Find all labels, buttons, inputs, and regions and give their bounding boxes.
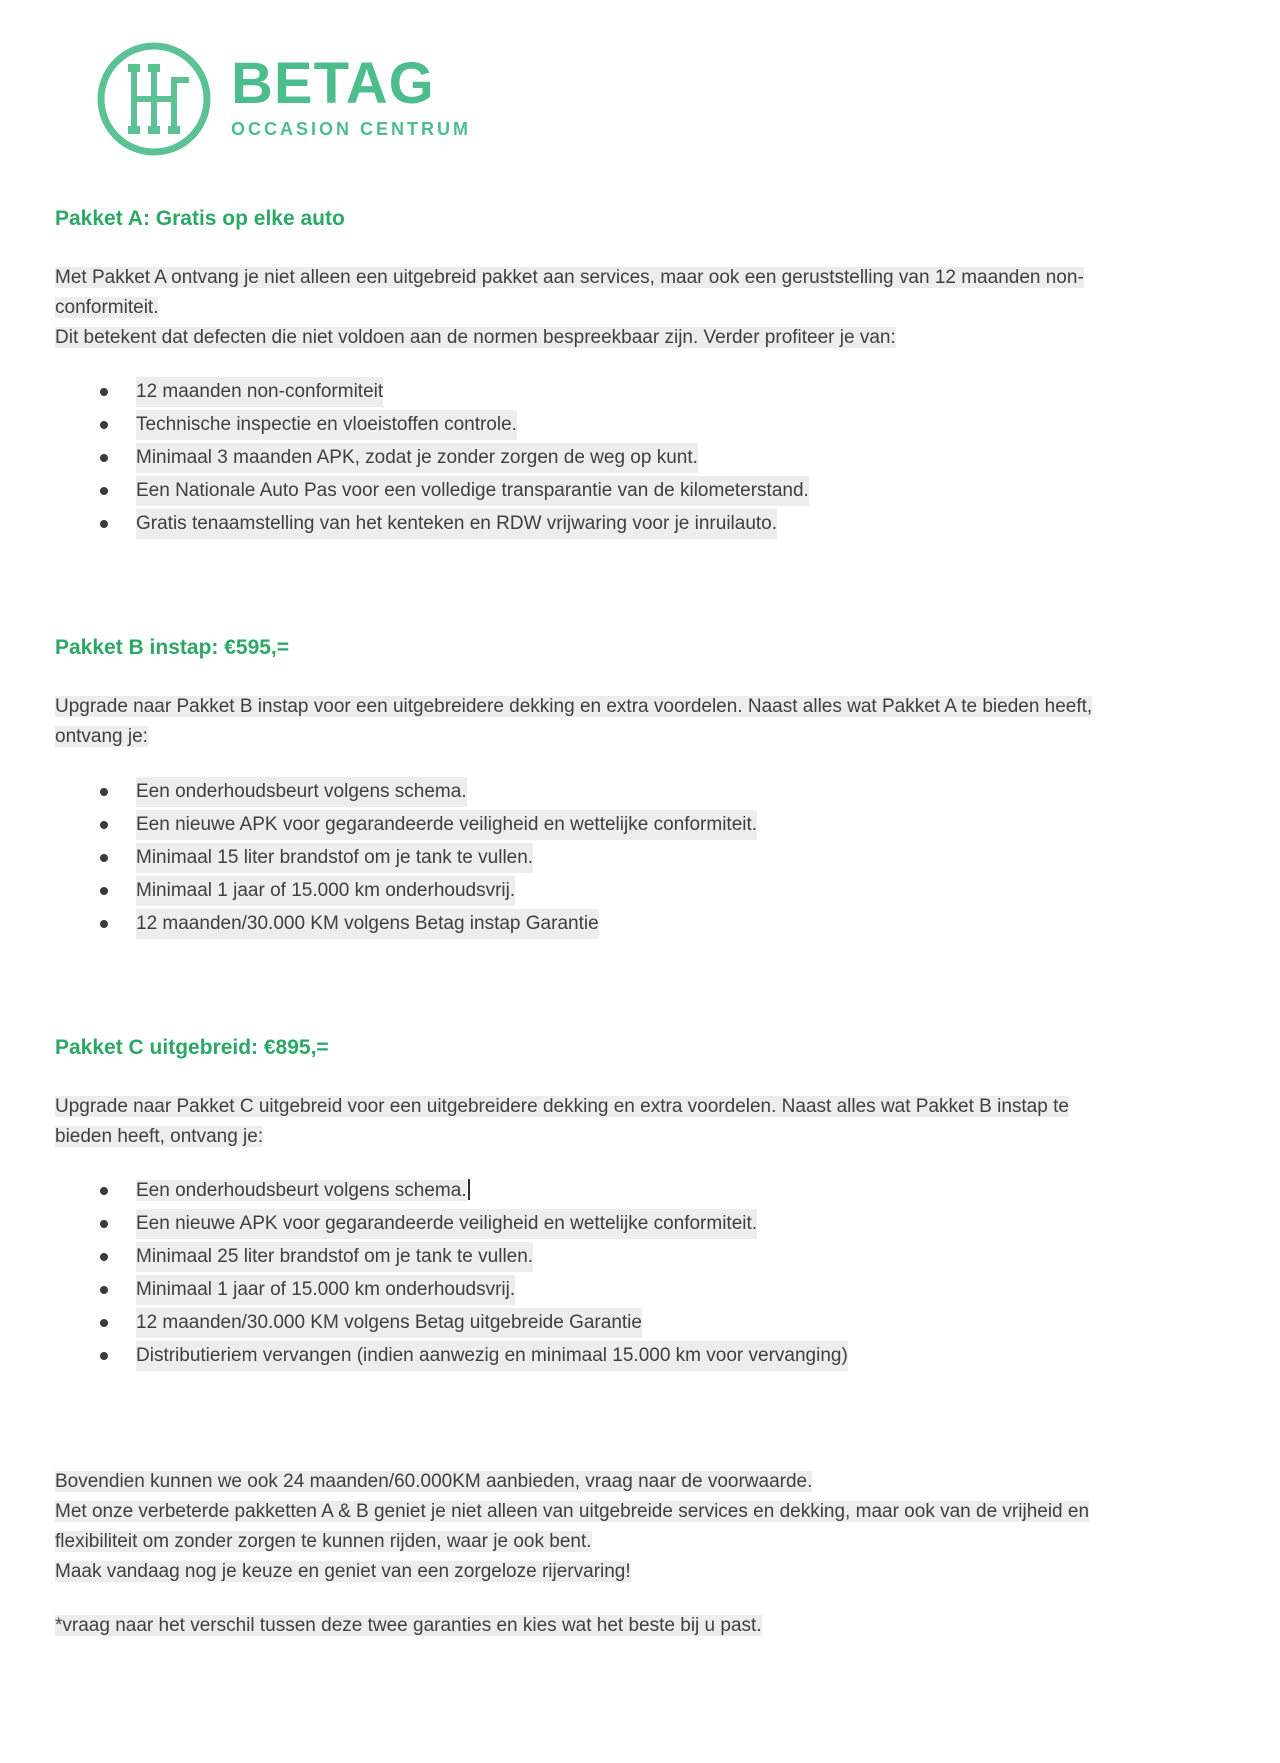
bullet-dot — [100, 887, 108, 895]
pakket-c-heading[interactable]: Pakket C uitgebreid: €895,= — [55, 1035, 329, 1059]
bullet-dot — [100, 454, 108, 462]
bullet-item[interactable]: Minimaal 1 jaar of 15.000 km onderhoudsvrij. — [100, 876, 1090, 906]
footnote[interactable]: *vraag naar het verschil tussen deze twee garanties en kies wat het beste bij u past. — [55, 1614, 762, 1636]
pakket-c-bullet-list — [100, 1176, 1090, 1371]
bullet-dot — [100, 821, 108, 829]
pakket-a-heading[interactable]: Pakket A: Gratis op elke auto — [55, 207, 345, 230]
bullet-item[interactable]: Een onderhoudsbeurt volgens schema. — [100, 1176, 1090, 1206]
pakket-b-bullet-list — [100, 777, 1090, 939]
bullet-item[interactable]: Een onderhoudsbeurt volgens schema. — [100, 777, 1090, 807]
bullet-item[interactable]: Gratis tenaamstelling van het kenteken en RDW vrijwaring voor je inruilauto. — [100, 509, 1090, 539]
paragraph[interactable]: Bovendien kunnen we ook 24 maanden/60.000KM aanbieden, vraag naar de voorwaarde. — [55, 1470, 813, 1492]
bullet-item[interactable]: 12 maanden/30.000 KM volgens Betag instap Garantie — [100, 909, 1090, 939]
bullet-dot — [100, 1187, 108, 1195]
pakket-a-bullet-list — [100, 377, 1090, 539]
bullet-item[interactable]: Minimaal 3 maanden APK, zodat je zonder zorgen de weg op kunt. — [100, 443, 1090, 473]
logo-wordmark — [231, 50, 471, 143]
bullet-dot — [100, 1253, 108, 1261]
bullet-dot — [100, 1286, 108, 1294]
bullet-dot — [100, 854, 108, 862]
bullet-dot — [100, 1220, 108, 1228]
paragraph[interactable]: Upgrade naar Pakket C uitgebreid voor een uitgebreidere dekking en extra voordelen. Naast alles wat Pakket B instap te bieden heeft, ontvang je: — [55, 1095, 1069, 1147]
paragraph[interactable]: Met onze verbeterde pakketten A & B geniet je niet alleen van uitgebreide services en dekking, maar ook van de vrijheid en flexibiliteit om zonder zorgen te kunnen rijden, waar je ook bent. — [55, 1500, 1090, 1552]
paragraph[interactable]: Met Pakket A ontvang je niet alleen een uitgebreid pakket aan services, maar ook een geruststelling van 12 maanden non-conformiteit. — [55, 267, 1084, 319]
bullet-item[interactable]: Een nieuwe APK voor gegarandeerde veiligheid en wettelijke conformiteit. — [100, 1209, 1090, 1239]
brand-name: BETAG — [231, 50, 435, 116]
pakket-c-intro — [55, 1092, 1220, 1152]
bullet-item[interactable]: Een nieuwe APK voor gegarandeerde veiligheid en wettelijke conformiteit. — [100, 810, 1090, 840]
bullet-dot — [100, 1352, 108, 1360]
bullet-item[interactable]: Minimaal 25 liter brandstof om je tank te vullen. — [100, 1242, 1090, 1272]
paragraph[interactable]: Dit betekent dat defecten die niet voldoen aan de normen bespreekbaar zijn. Verder profiteer je van: — [55, 327, 896, 349]
section-pakket-a — [55, 202, 1220, 539]
bullet-item[interactable]: Minimaal 15 liter brandstof om je tank te vullen. — [100, 843, 1090, 873]
bullet-item[interactable]: Een Nationale Auto Pas voor een volledige transparantie van de kilometerstand. — [100, 476, 1090, 506]
bullet-dot — [100, 788, 108, 796]
text-cursor — [468, 1179, 470, 1200]
bullet-dot — [100, 520, 108, 528]
section-pakket-b — [55, 631, 1220, 938]
gearshift-logo-icon — [93, 38, 215, 160]
pakket-a-intro — [55, 263, 1220, 353]
pakket-b-heading[interactable]: Pakket B instap: €595,= — [55, 636, 290, 660]
bullet-item[interactable]: Technische inspectie en vloeistoffen controle. — [100, 410, 1090, 440]
brand-subtitle: OCCASION CENTRUM — [231, 118, 471, 139]
pakket-b-intro — [55, 692, 1220, 752]
paragraph[interactable]: Maak vandaag nog je keuze en geniet van een zorgeloze rijervaring! — [55, 1560, 631, 1582]
bullet-dot — [100, 1319, 108, 1327]
bullet-dot — [100, 920, 108, 928]
bullet-dot — [100, 421, 108, 429]
paragraph[interactable]: Upgrade naar Pakket B instap voor een uitgebreidere dekking en extra voordelen. Naast alles wat Pakket A te bieden heeft, ontvang je: — [55, 696, 1093, 748]
bullet-item[interactable]: 12 maanden non-conformiteit — [100, 377, 1090, 407]
bullet-dot — [100, 388, 108, 396]
bullet-item[interactable]: Minimaal 1 jaar of 15.000 km onderhoudsvrij. — [100, 1275, 1090, 1305]
bullet-item[interactable]: Distributieriem vervangen (indien aanwezig en minimaal 15.000 km voor vervanging) — [100, 1341, 1090, 1371]
closing-block — [55, 1467, 1100, 1641]
bullet-item[interactable]: 12 maanden/30.000 KM volgens Betag uitgebreide Garantie — [100, 1308, 1090, 1338]
bullet-dot — [100, 487, 108, 495]
section-pakket-c — [55, 1031, 1220, 1371]
betag-logo — [93, 38, 1220, 160]
